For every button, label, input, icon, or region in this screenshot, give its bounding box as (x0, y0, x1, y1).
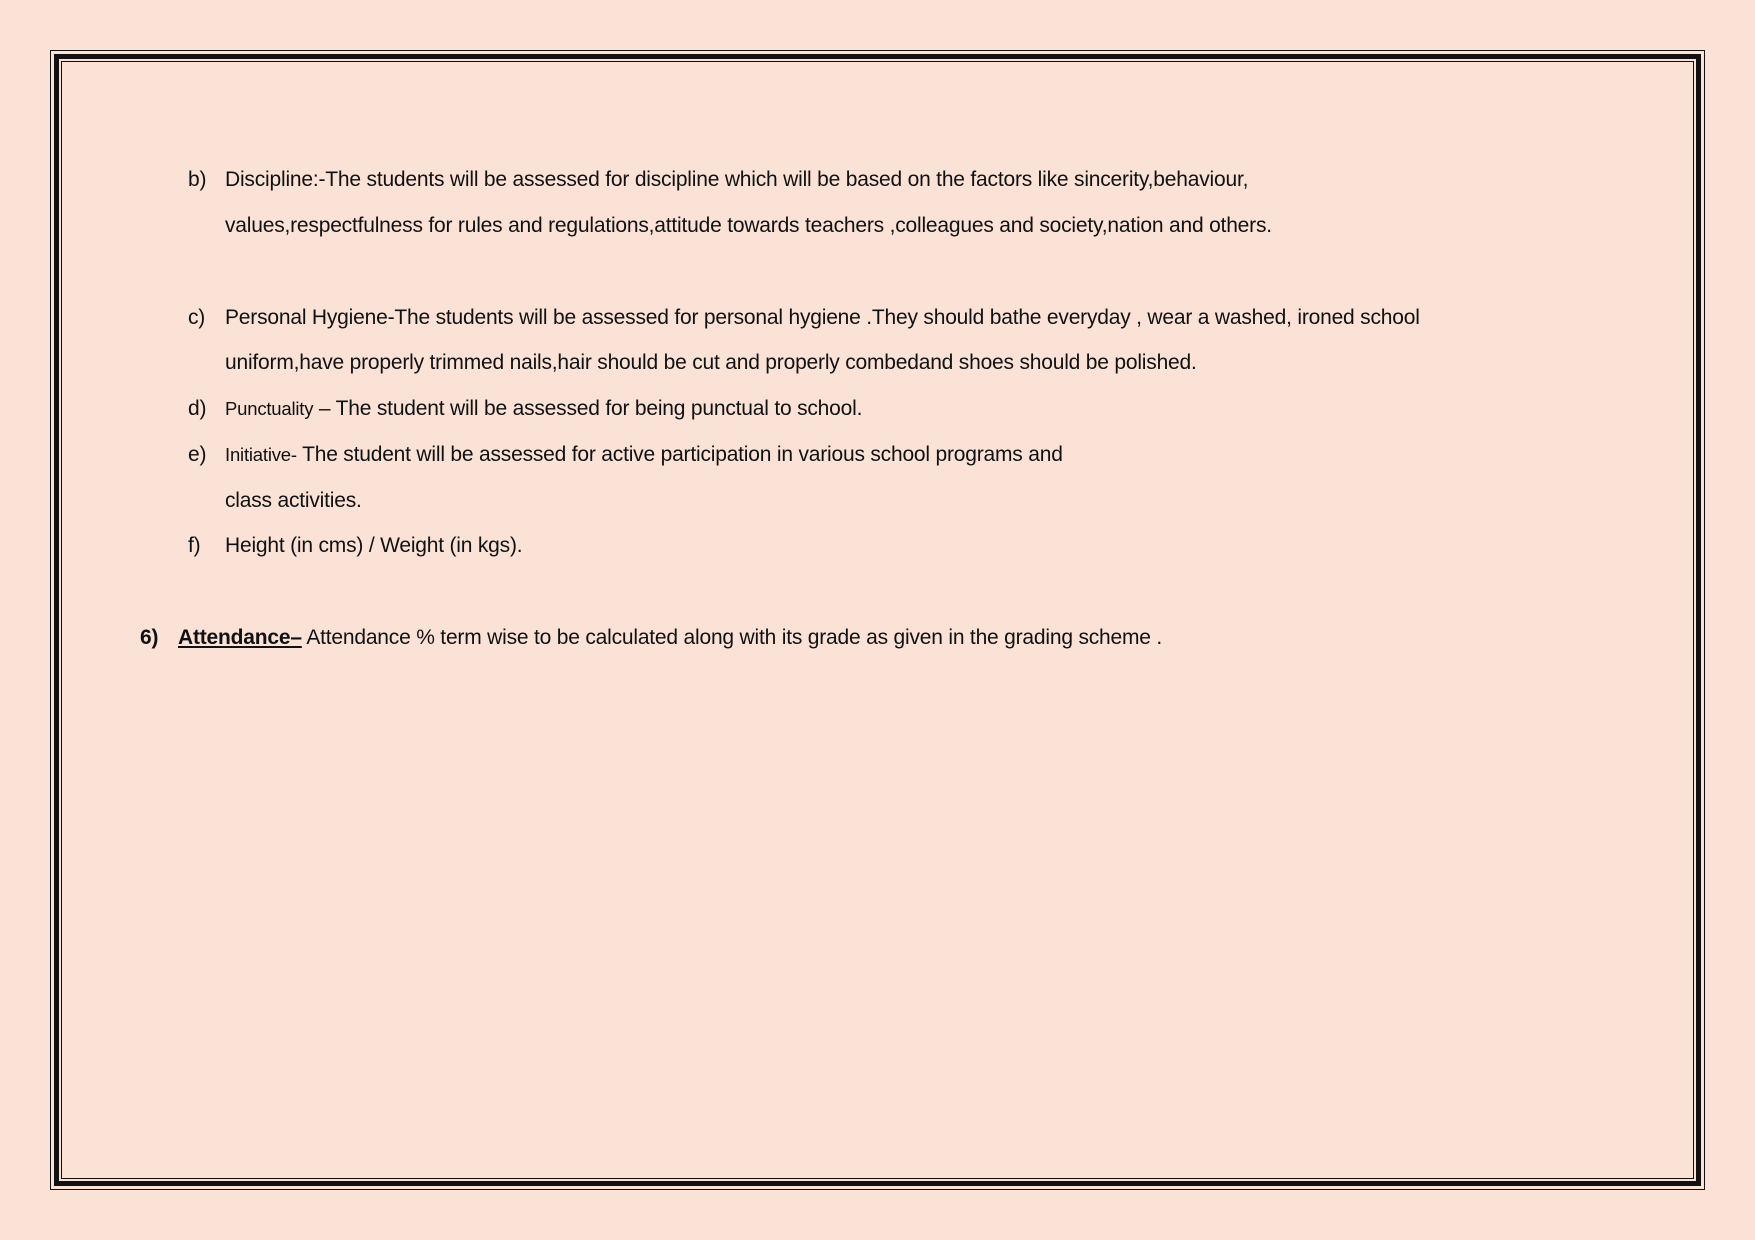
list-item-text: Height (in cms) / Weight (in kgs). (225, 534, 523, 557)
list-marker: f) (188, 534, 201, 557)
list-marker: b) (188, 168, 207, 191)
list-item-text: Personal Hygiene-The students will be assessed for personal hygiene .They should bathe everyday , wear a washed, ironed school (225, 306, 1420, 329)
list-item-text: uniform,have properly trimmed nails,hair should be cut and properly combedand shoes should be polished. (225, 351, 1197, 374)
section-number: 6) (140, 626, 159, 649)
list-marker: d) (188, 397, 207, 420)
section-title: Attendance– (178, 626, 302, 649)
list-item-text: Discipline:-The students will be assessed for discipline which will be based on the factors like sincerity,behaviour, (225, 168, 1249, 191)
item-label: Initiative- (225, 444, 297, 465)
list-item-text: – The student will be assessed for being punctual to school. (313, 397, 863, 420)
list-item-text: The student will be assessed for active participation in various school programs and (296, 443, 1063, 466)
list-item-text: values,respectfulness for rules and regulations,attitude towards teachers ,colleagues and society,nation and others. (225, 214, 1272, 237)
list-item-text: class activities. (225, 489, 362, 512)
list-marker: c) (188, 306, 206, 329)
section-body-text: Attendance % term wise to be calculated along with its grade as given in the grading scheme . (301, 626, 1163, 649)
list-marker: e) (188, 443, 207, 466)
item-label: Punctuality (225, 398, 314, 419)
